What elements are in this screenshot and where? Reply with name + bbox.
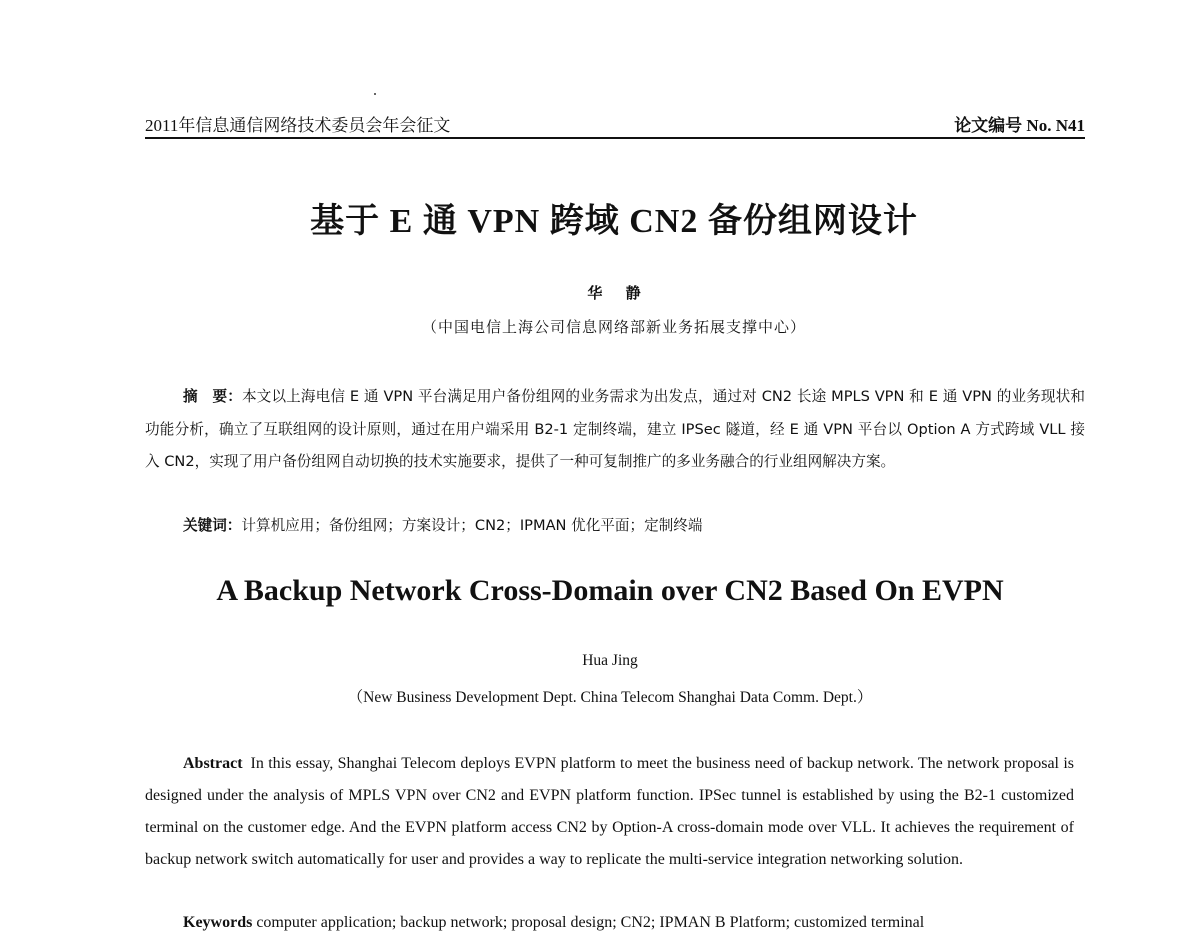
chinese-title: 基于 E 通 VPN 跨域 CN2 备份组网设计	[310, 203, 918, 240]
page-header	[145, 110, 1085, 136]
english-title: A Backup Network Cross-Domain over CN2 Based On EVPN	[216, 574, 1004, 607]
chinese-abstract-text: 本文以上海电信 E 通 VPN 平台满足用户备份组网的业务需求为出发点，通过对 CN2 长途 MPLS VPN 和 E 通 VPN 的业务现状和功能分析，确立了互联组网的设计原则，通过在用户端采用 B2-1 定制终端，建立 IPSec 隧道，经 E 通 VPN 平台以 Option A 方式跨域 VLL 接入 CN2，实现了用户备份组网自动切换的技术实施要求，提供了一种可复制推广的多业务融合的行业组网解决方案。	[145, 388, 1086, 470]
english-keywords-text: computer application; backup network; proposal design; CN2; IPMAN B Platform; customized terminal	[252, 914, 925, 931]
chinese-abstract-label: 摘 要：	[183, 388, 242, 405]
chinese-author: 华 静	[587, 284, 641, 302]
scan-speck	[374, 93, 376, 95]
header-rule	[145, 137, 1085, 139]
conference-name: 2011年信息通信网络技术委员会年会征文	[145, 116, 451, 135]
chinese-keywords	[183, 510, 1083, 542]
chinese-keywords-label: 关键词：	[183, 517, 242, 534]
english-author: Hua Jing	[582, 652, 638, 669]
english-abstract-label: Abstract	[183, 755, 243, 772]
chinese-abstract	[145, 381, 1085, 479]
english-abstract	[145, 748, 1074, 876]
english-keywords	[183, 907, 1083, 939]
paper-number: 论文编号 No. N41	[954, 116, 1085, 135]
chinese-affiliation: （中国电信上海公司信息网络部新业务拓展支撑中心）	[421, 318, 806, 336]
english-affiliation: （New Business Development Dept. China Telecom Shanghai Data Comm. Dept.）	[347, 689, 873, 706]
english-keywords-label: Keywords	[183, 914, 253, 931]
english-abstract-text: In this essay, Shanghai Telecom deploys EVPN platform to meet the business need of backup network. The network proposal is designed under the analysis of MPLS VPN over CN2 and EVPN platform function. IPSec tunnel is established by using the B2-1 customized terminal on the customer edge. And the EVPN platform access CN2 by Option-A cross-domain mode over VLL. It achieves the requirement of backup network switch automatically for user and provides a way to replicate the multi-service integration networking solution.	[145, 755, 1074, 868]
chinese-keywords-text: 计算机应用；备份组网；方案设计；CN2；IPMAN 优化平面；定制终端	[241, 517, 703, 534]
